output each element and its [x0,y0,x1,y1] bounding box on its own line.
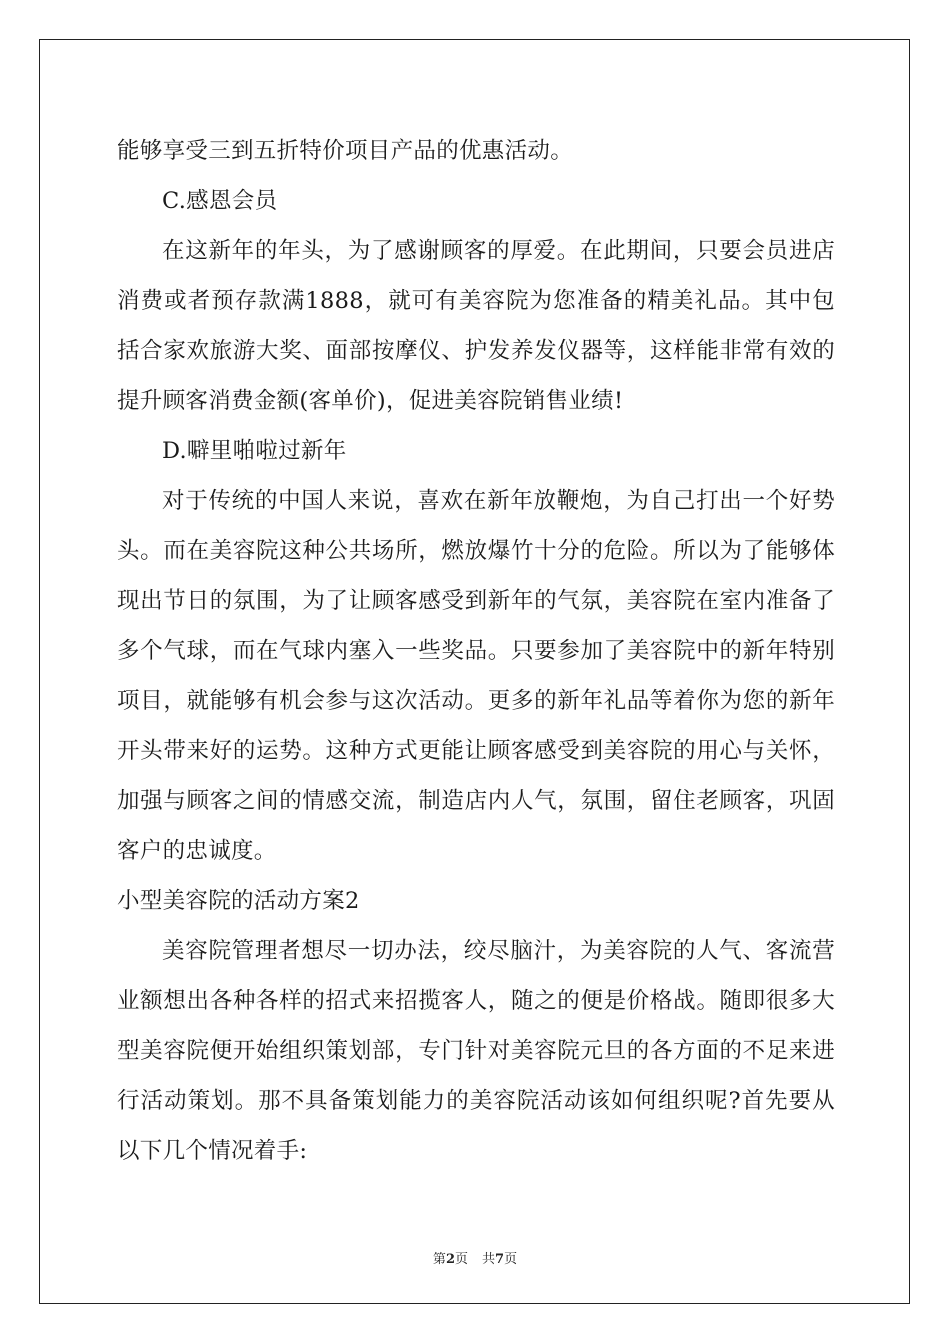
page-total: 7 [495,1252,505,1267]
page-footer [0,1248,950,1267]
paragraph-1: 能够享受三到五折特价项目产品的优惠活动。 [117,138,574,164]
paragraph-2: 在这新年的年头，为了感谢顾客的厚爱。在此期间，只要会员进店消费或者预存款满1888，就可有美容院为您准备的精美礼品。其中包括合家欢旅游大奖、面部按摩仪、护发养发仪器等，这样能非常有效的提升顾客消费金额(客单价)，促进美容院销售业绩! [117,238,835,414]
total-suffix: 页 [504,1252,518,1267]
total-prefix: 共 [482,1252,496,1267]
section-title: 小型美容院的活动方案2 [117,888,360,914]
page-suffix: 页 [454,1252,468,1267]
page-current: 2 [445,1252,455,1267]
paragraph-4: 美容院管理者想尽一切办法，绞尽脑汁，为美容院的人气、客流营业额想出各种各样的招式来招揽客人，随之的便是价格战。随即很多大型美容院便开始组织策划部，专门针对美容院元旦的各方面的不足来进行活动策划。那不具备策划能力的美容院活动该如何组织呢?首先要从以下几个情况着手: [117,938,835,1164]
page-prefix: 第 [432,1252,446,1267]
heading-d: D.噼里啪啦过新年 [162,438,347,464]
document-body [117,126,835,1176]
paragraph-3: 对于传统的中国人来说，喜欢在新年放鞭炮，为自己打出一个好势头。而在美容院这种公共场所，燃放爆竹十分的危险。所以为了能够体现出节日的氛围，为了让顾客感受到新年的气氛，美容院在室内准备了多个气球，而在气球内塞入一些奖品。只要参加了美容院中的新年特别项目，就能够有机会参与这次活动。更多的新年礼品等着你为您的新年开头带来好的运势。这种方式更能让顾客感受到美容院的用心与关怀，加强与顾客之间的情感交流，制造店内人气，氛围，留住老顾客，巩固客户的忠诚度。 [117,488,835,864]
heading-c: C.感恩会员 [162,188,278,214]
